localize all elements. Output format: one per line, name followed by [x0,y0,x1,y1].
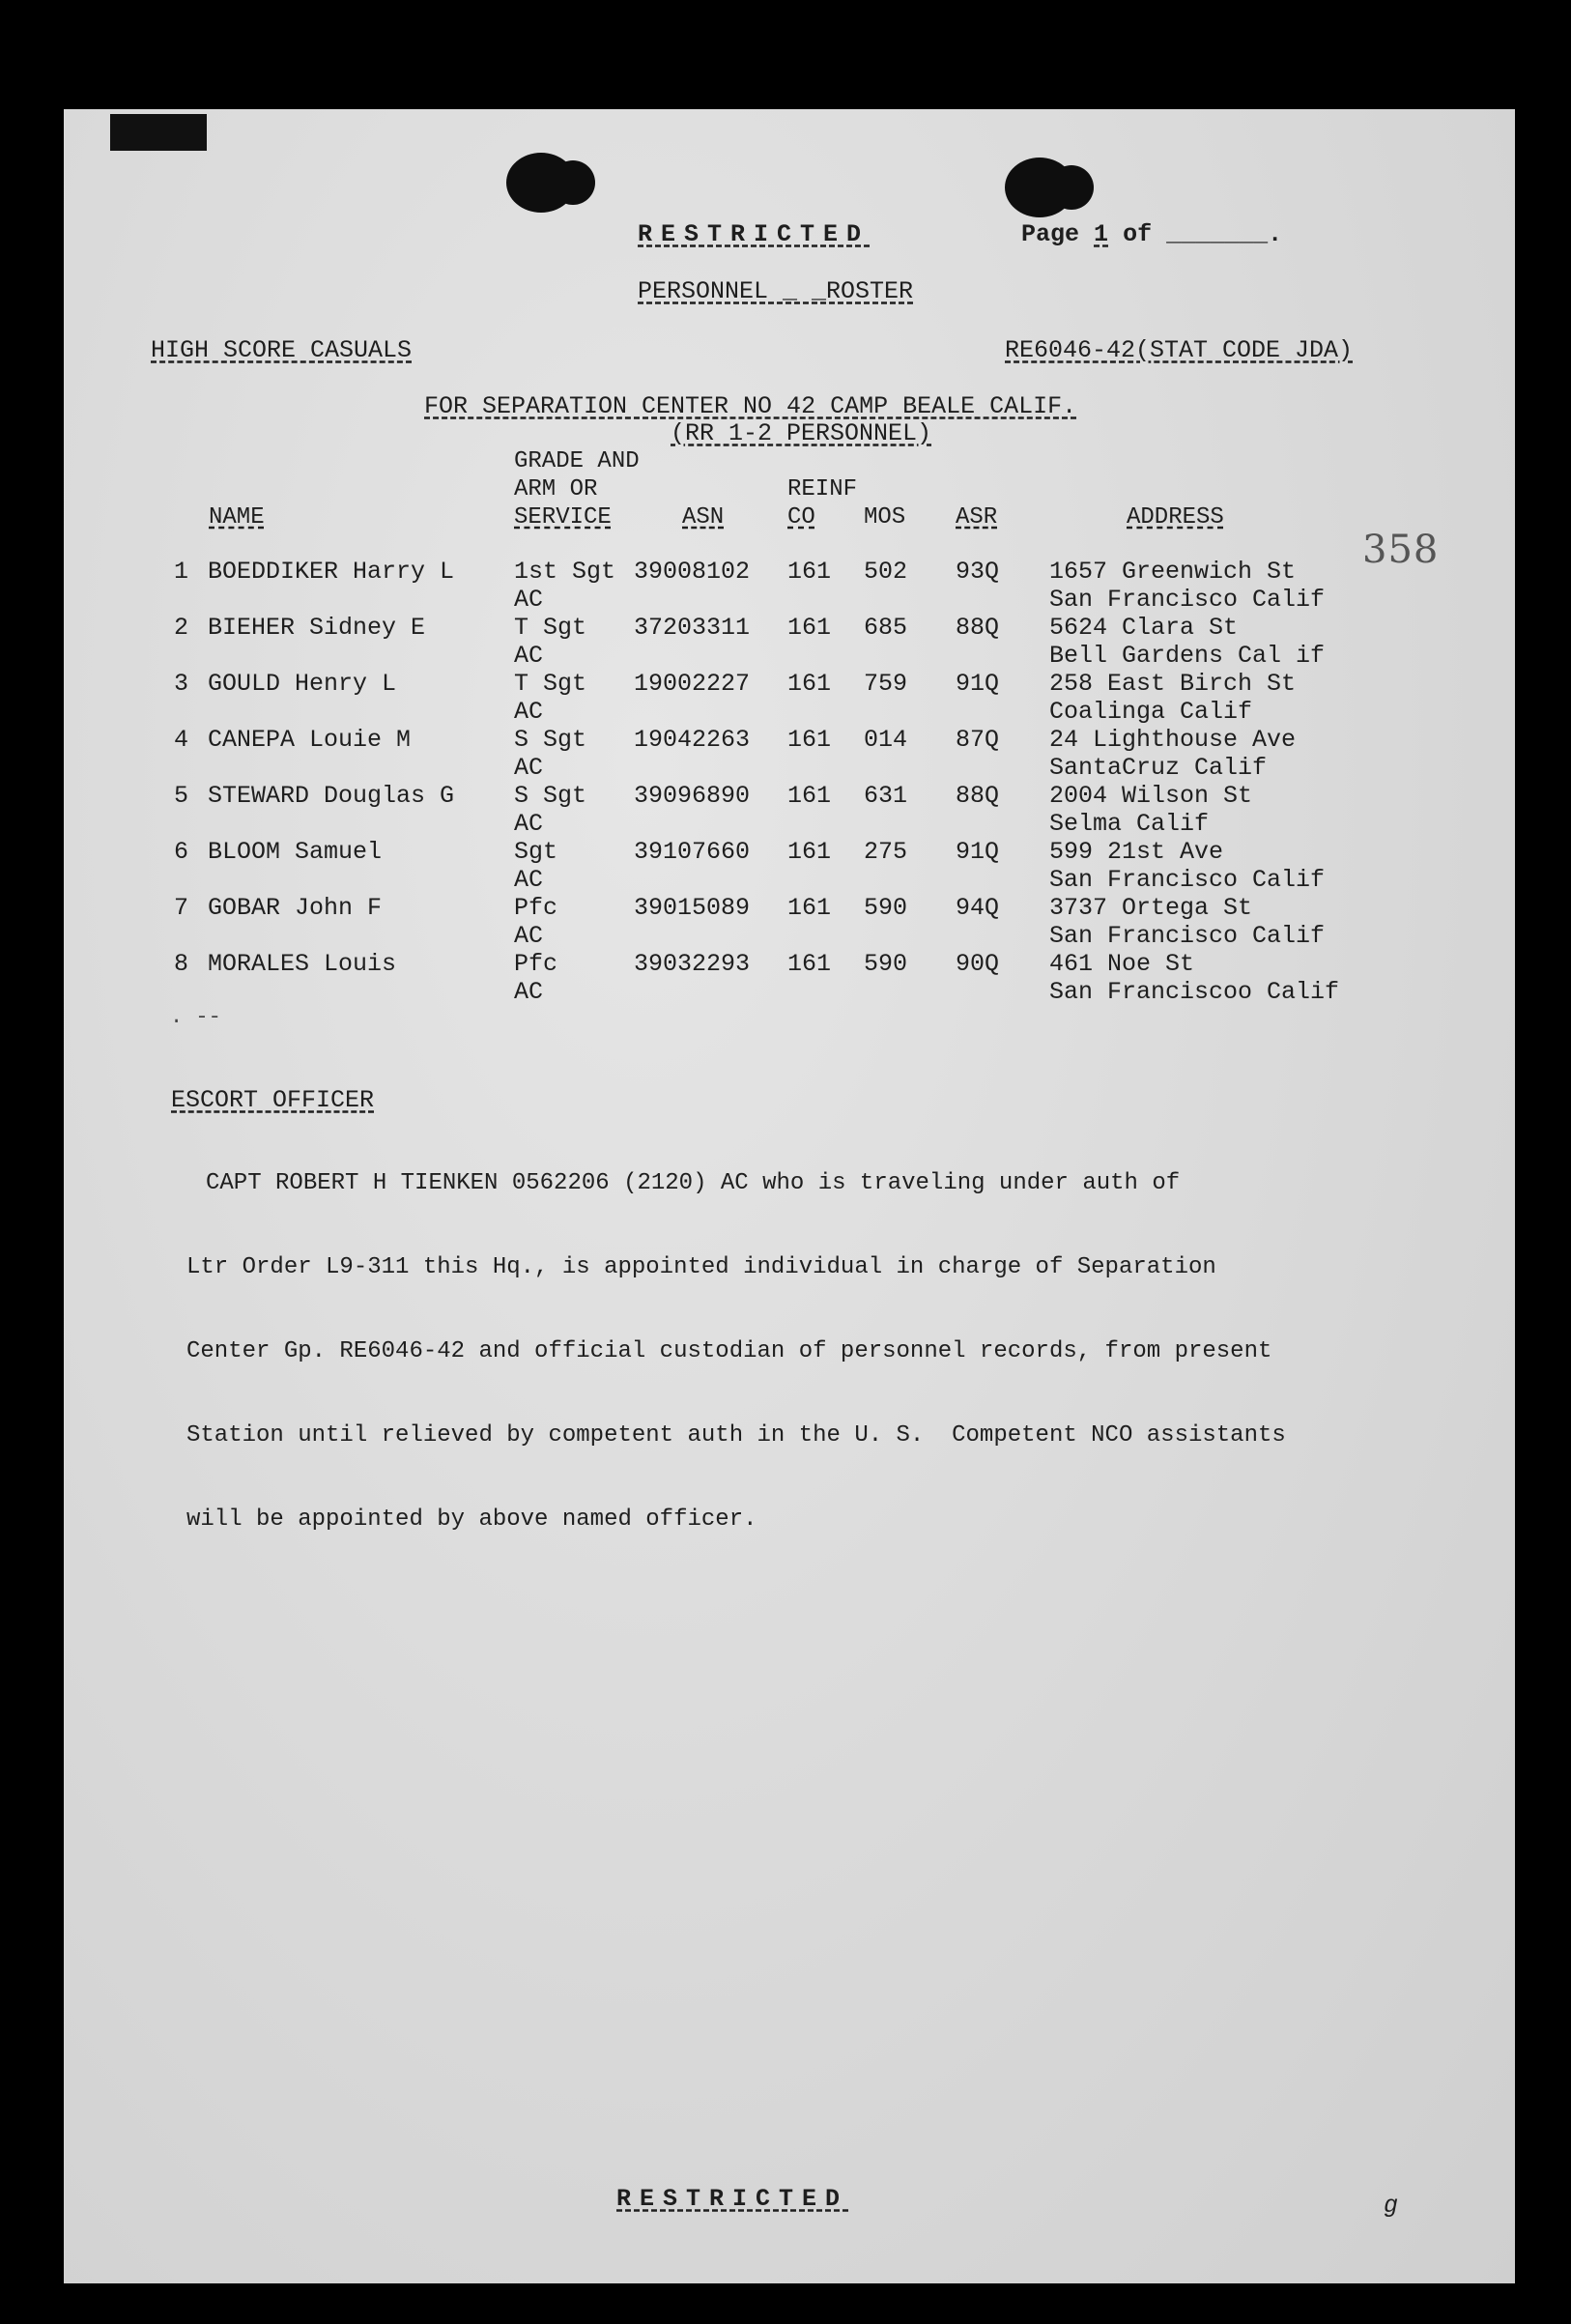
row-asr: 88Q [956,782,1000,810]
escort-line: Ltr Order L9-311 this Hq., is appointed individual in charge of Separation [186,1254,1216,1280]
row-name: BLOOM Samuel [208,838,383,866]
row-grade: 1st Sgt [514,558,616,586]
row-asn: 39032293 [634,950,751,978]
row-address-2: Coalinga Calif [1049,698,1253,726]
row-number: 2 [174,614,189,642]
col-asn: ASN [682,504,725,531]
row-asr: 88Q [956,614,1000,642]
row-address-2: San Francisco Calif [1049,922,1326,950]
row-address-1: 461 Noe St [1049,950,1195,978]
roster-title: PERSONNEL _ _ROSTER [638,277,914,305]
row-address-1: 258 East Birch St [1049,670,1297,698]
restricted-header: RESTRICTED [638,220,871,248]
row-name: GOBAR John F [208,894,383,922]
row-address-1: 5624 Clara St [1049,614,1239,642]
col-reinf: REINF [787,476,858,502]
row-number: 8 [174,950,189,978]
row-address-2: Bell Gardens Cal if [1049,642,1326,670]
row-asr: 90Q [956,950,1000,978]
escort-line: Center Gp. RE6046-42 and official custodian of personnel records, from present [186,1338,1272,1364]
row-address-1: 24 Lighthouse Ave [1049,726,1297,754]
row-asn: 39107660 [634,838,751,866]
row-arm: AC [514,754,544,782]
row-arm: AC [514,698,544,726]
row-address-2: San Franciscoo Calif [1049,978,1340,1006]
row-asr: 87Q [956,726,1000,754]
row-number: 4 [174,726,189,754]
row-number: 6 [174,838,189,866]
row-arm: AC [514,922,544,950]
row-co: 161 [787,950,832,978]
rr-personnel: (RR 1-2 PERSONNEL) [671,419,932,447]
row-name: CANEPA Louie M [208,726,412,754]
row-asn: 39096890 [634,782,751,810]
row-mos: 502 [864,558,908,586]
row-mos: 275 [864,838,908,866]
row-address-1: 599 21st Ave [1049,838,1224,866]
row-mos: 631 [864,782,908,810]
col-grade-1: GRADE AND [514,448,640,474]
row-name: MORALES Louis [208,950,397,978]
col-grade-2: ARM OR [514,476,598,502]
row-mos: 590 [864,894,908,922]
stat-code: RE6046-42(STAT CODE JDA) [1005,336,1354,364]
separation-center: FOR SEPARATION CENTER NO 42 CAMP BEALE CALIF. [424,392,1077,420]
row-co: 161 [787,782,832,810]
row-address-1: 3737 Ortega St [1049,894,1253,922]
row-mos: 014 [864,726,908,754]
row-co: 161 [787,894,832,922]
col-co: CO [787,504,815,531]
row-address-2: Selma Calif [1049,810,1210,838]
row-number: 7 [174,894,189,922]
footer-mark: g [1384,2192,1399,2220]
page-indicator: Page 1 of _______. [1021,220,1283,248]
row-grade: Sgt [514,838,558,866]
row-asr: 93Q [956,558,1000,586]
row-grade: Pfc [514,894,558,922]
col-mos: MOS [864,504,906,531]
punch-hole-left [506,153,576,213]
escort-line: will be appointed by above named officer. [186,1506,757,1533]
row-mos: 590 [864,950,908,978]
row-grade: Pfc [514,950,558,978]
row-asn: 37203311 [634,614,751,642]
row-number: 5 [174,782,189,810]
escort-line: Station until relieved by competent auth in the U. S. Competent NCO assistants [186,1422,1286,1449]
row-name: BIEHER Sidney E [208,614,426,642]
escort-title: ESCORT OFFICER [171,1086,375,1114]
row-co: 161 [787,558,832,586]
row-grade: S Sgt [514,726,587,754]
col-name: NAME [209,504,265,531]
row-asr: 94Q [956,894,1000,922]
row-address-2: San Francisco Calif [1049,586,1326,614]
row-number: 3 [174,670,189,698]
row-mos: 685 [864,614,908,642]
row-asn: 39015089 [634,894,751,922]
restricted-footer: RESTRICTED [616,2185,849,2213]
row-grade: T Sgt [514,614,587,642]
punch-hole-right [1005,158,1074,217]
row-asn: 19002227 [634,670,751,698]
escort-paragraph [186,1113,1286,1562]
col-grade-3: SERVICE [514,504,612,531]
row-grade: S Sgt [514,782,587,810]
black-tab [110,114,207,151]
row-arm: AC [514,642,544,670]
row-co: 161 [787,670,832,698]
row-number: 1 [174,558,189,586]
col-address: ADDRESS [1127,504,1224,531]
row-asr: 91Q [956,670,1000,698]
row-asr: 91Q [956,838,1000,866]
row-co: 161 [787,614,832,642]
row-asn: 39008102 [634,558,751,586]
row-address-1: 1657 Greenwich St [1049,558,1297,586]
row-mos: 759 [864,670,908,698]
unit-title: HIGH SCORE CASUALS [151,336,413,364]
row-name: GOULD Henry L [208,670,397,698]
row-arm: AC [514,810,544,838]
row-address-1: 2004 Wilson St [1049,782,1253,810]
row-address-2: San Francisco Calif [1049,866,1326,894]
stray-mark: . -- [170,1005,221,1029]
page-stamp-number: 358 [1362,528,1440,572]
row-co: 161 [787,838,832,866]
escort-line: CAPT ROBERT H TIENKEN 0562206 (2120) AC who is traveling under auth of [206,1170,1181,1196]
row-address-2: SantaCruz Calif [1049,754,1268,782]
row-co: 161 [787,726,832,754]
row-asn: 19042263 [634,726,751,754]
row-arm: AC [514,586,544,614]
row-name: STEWARD Douglas G [208,782,455,810]
col-asr: ASR [956,504,998,531]
row-arm: AC [514,866,544,894]
row-grade: T Sgt [514,670,587,698]
row-name: BOEDDIKER Harry L [208,558,455,586]
row-arm: AC [514,978,544,1006]
